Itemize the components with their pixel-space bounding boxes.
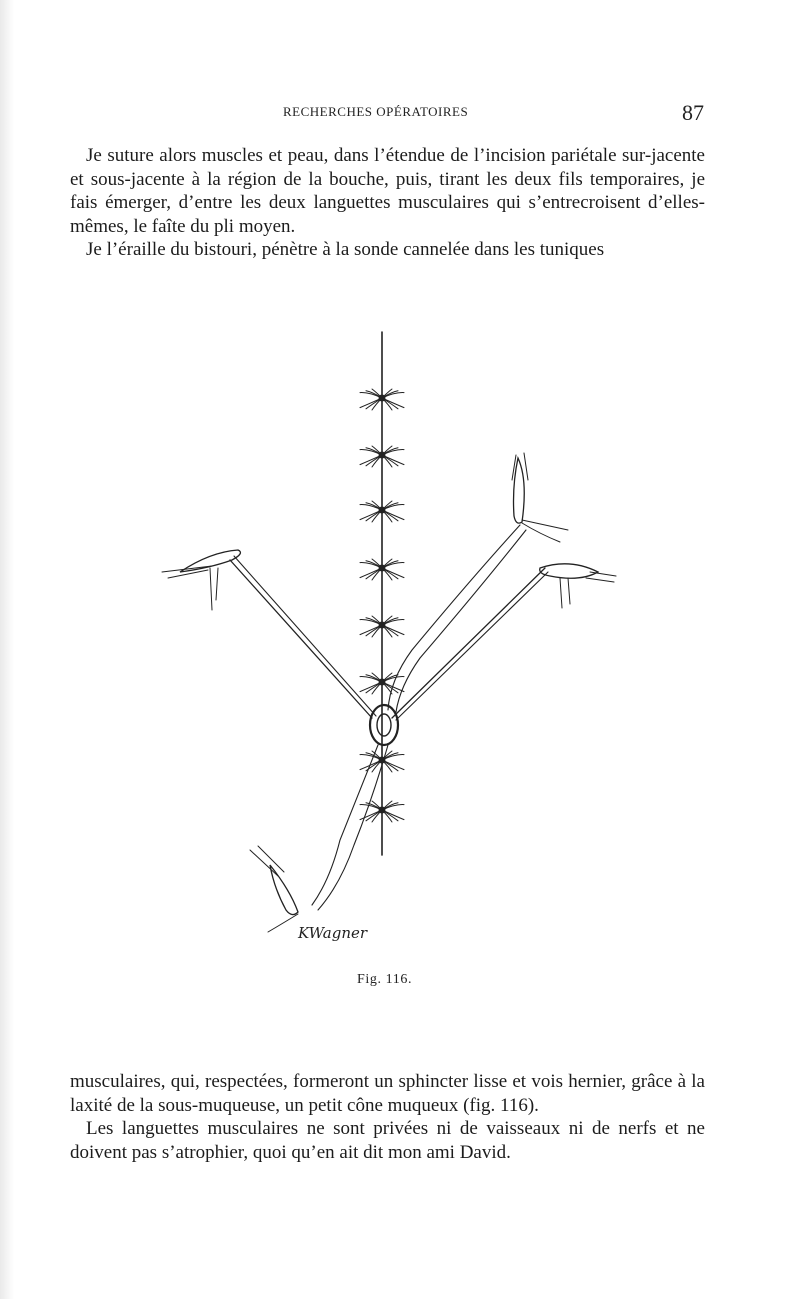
suture-drawing [150, 320, 630, 960]
ribbon-lower-a [312, 745, 378, 905]
paragraph: Je suture alors muscles et peau, dans l’étendue de l’incision pariétale sur-jacente et sous-jacente à la région de la bouche, puis, tirant les deux fils temporaires, je fais émerger, d’entre les deux languettes musculaires qui s’entrecroisent d’elles-mêmes, le faîte du pli moyen. [70, 145, 705, 237]
paragraph: musculaires, qui, respectées, formeront un sphincter lisse et vois hernier, grâce à la laxité de la sous-muqueuse, un petit cône muqueux (fig. 116). [70, 1071, 705, 1116]
left-thread-2 [234, 556, 376, 716]
right-forceps-handle [586, 572, 616, 582]
scan-edge-shadow [0, 0, 14, 1299]
ribbon-lower-b [318, 745, 388, 910]
central-knot-inner [377, 714, 391, 736]
ribbon-right-b [396, 530, 526, 712]
central-knot-loop [370, 705, 398, 745]
left-forceps-tip [210, 568, 218, 610]
artist-signature: KWagner [298, 924, 368, 942]
text-block-bottom [70, 1070, 705, 1164]
lower-left-clamp-handle [250, 846, 284, 876]
figure-caption: Fig. 116. [357, 972, 413, 987]
text-block-top [70, 144, 705, 262]
paragraph: Je l’éraille du bistouri, pénètre à la sonde cannelée dans les tuniques [86, 239, 605, 260]
right-forceps-tip [560, 578, 570, 608]
paragraph: Les languettes musculaires ne sont privées ni de vaisseaux ni de nerfs et ne doivent pas s’atrophier, quoi qu’en ait dit mon ami David. [70, 1118, 705, 1163]
right-forceps [540, 564, 598, 578]
left-thread [230, 560, 372, 718]
right-thread-2 [396, 572, 548, 720]
page-number: 87 [682, 100, 704, 125]
upper-right-clamp [514, 458, 525, 523]
running-head: RECHERCHES OPÉRATOIRES [283, 104, 469, 119]
lower-left-clamp-tail [268, 914, 298, 932]
surgical-illustration [150, 320, 630, 960]
upper-right-ribbon-end [522, 520, 568, 542]
right-thread [392, 568, 545, 718]
